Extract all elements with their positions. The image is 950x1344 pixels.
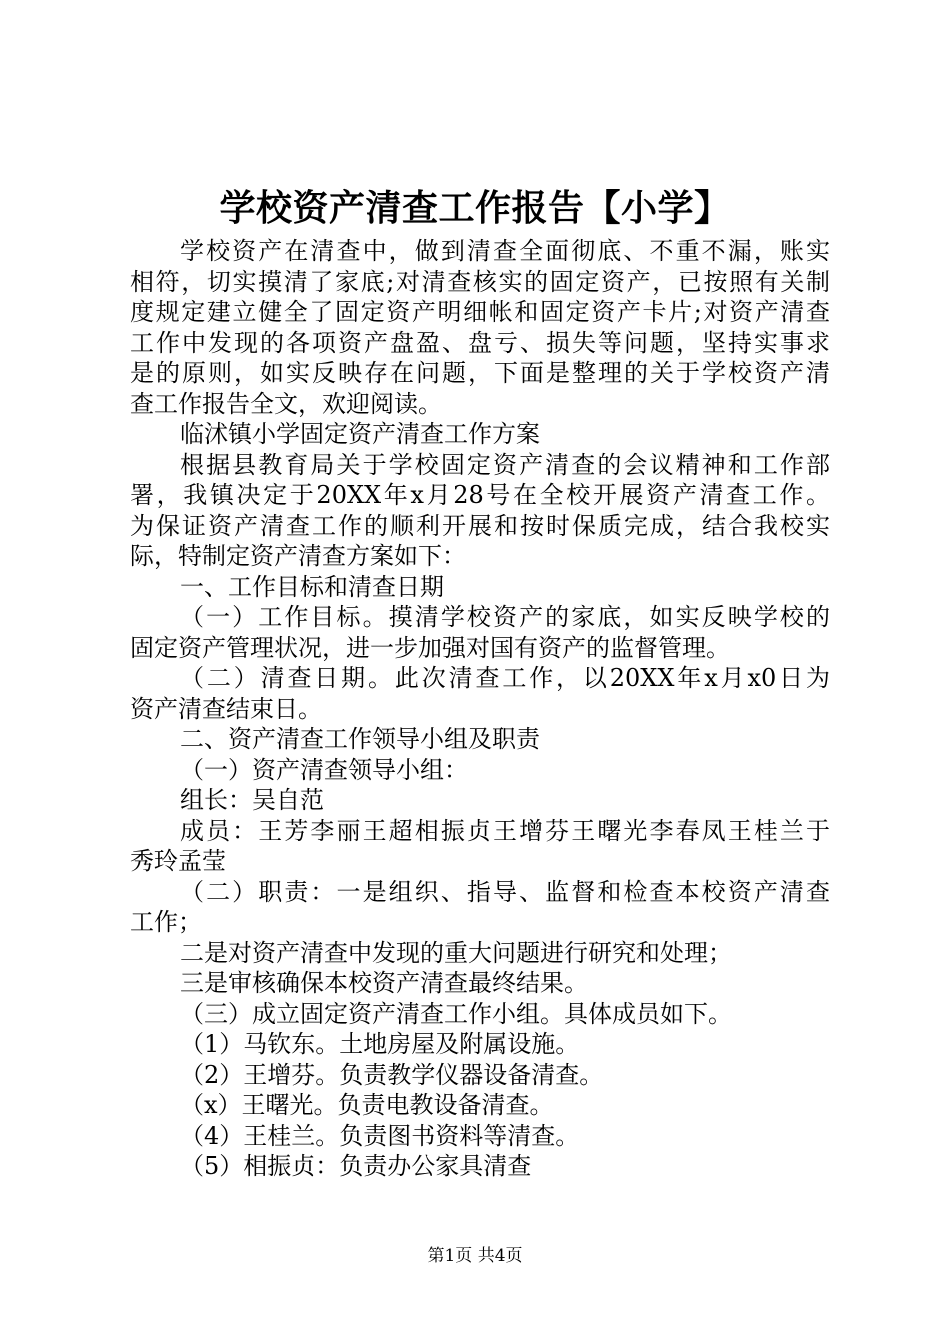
text-line: （x）王曙光。负责电教设备清查。 (180, 1091, 554, 1119)
text-line: 资产清查结束日。 (130, 694, 322, 723)
text-line: （4）王桂兰。负责图书资料等清查。 (180, 1121, 580, 1150)
text-line: （5）相振贞：负责办公家具清查 (180, 1152, 532, 1180)
text-line: （1）马钦东。土地房屋及附属设施。 (180, 1030, 580, 1058)
text-line: 学校资产在清查中，做到清查全面彻底、不重不漏，账实 (180, 237, 830, 265)
document-title: 学校资产清查工作报告【小学】 (219, 187, 731, 229)
text-line: 组长：吴自范 (180, 786, 324, 814)
text-line: 一、工作目标和清查日期 (180, 572, 444, 601)
text-line: （2）王增芬。负责教学仪器设备清查。 (180, 1060, 604, 1089)
text-line: 成员：王芳李丽王超相振贞王增芬王曙光李春凤王桂兰于 (180, 816, 830, 845)
text-line: （二）职责：一是组织、指导、监督和检查本校资产清查 (180, 877, 830, 906)
text-line: （一）资产清查领导小组： (180, 755, 468, 784)
text-line: 查工作报告全文，欢迎阅读。 (130, 389, 442, 418)
text-line: （三）成立固定资产清查工作小组。具体成员如下。 (180, 999, 732, 1028)
text-line: 临沭镇小学固定资产清查工作方案 (180, 420, 540, 448)
text-line: 二、资产清查工作领导小组及职责 (180, 725, 540, 753)
text-line: 三是审核确保本校资产清查最终结果。 (180, 969, 588, 997)
text-line: （二）清查日期。此次清查工作，以20XX年x月x0日为 (180, 664, 830, 692)
text-line: 相符，切实摸清了家底;对清查核实的固定资产，已按照有关制 (130, 267, 830, 296)
text-line: 秀玲孟莹 (130, 847, 226, 875)
text-line: 二是对资产清查中发现的重大问题进行研究和处理； (180, 938, 732, 967)
text-line: 固定资产管理状况，进一步加强对国有资产的监督管理。 (130, 633, 730, 662)
text-line: 度规定建立健全了固定资产明细帐和固定资产卡片;对资产清查 (130, 298, 830, 326)
text-line: （一）工作目标。摸清学校资产的家底，如实反映学校的 (180, 603, 830, 631)
text-line: 根据县教育局关于学校固定资产清查的会议精神和工作部 (180, 450, 830, 479)
text-line: 署，我镇决定于20XX年x月28号在全校开展资产清查工作。 (130, 481, 830, 509)
document-body (130, 236, 830, 1182)
text-line: 是的原则，如实反映存在问题，下面是整理的关于学校资产清 (130, 359, 830, 387)
text-line: 工作； (130, 908, 202, 936)
text-line: 为保证资产清查工作的顺利开展和按时保质完成，结合我校实 (130, 511, 830, 540)
text-line: 际，特制定资产清查方案如下： (130, 542, 466, 570)
text-line: 工作中发现的各项资产盘盈、盘亏、损失等问题，坚持实事求 (130, 328, 830, 357)
page-footer: 第1页 共4页 (427, 1246, 523, 1266)
